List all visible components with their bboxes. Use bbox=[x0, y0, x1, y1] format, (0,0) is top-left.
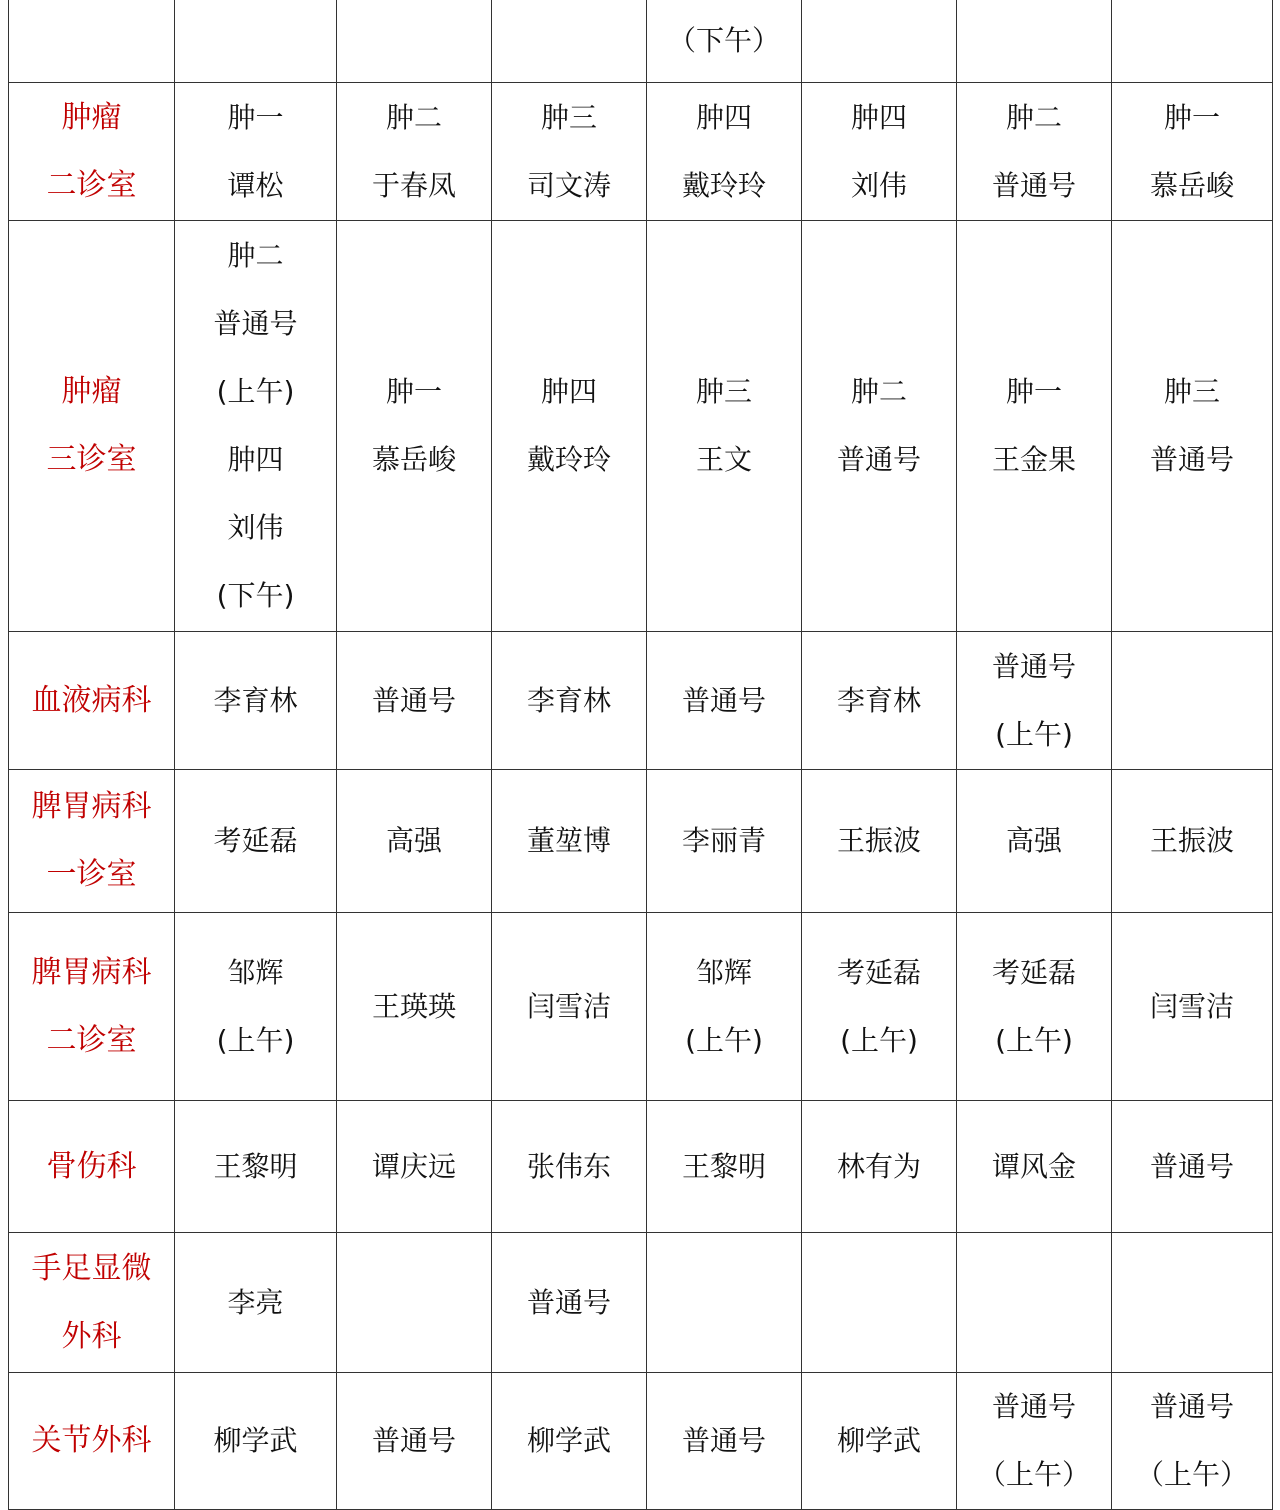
schedule-cell bbox=[957, 0, 1112, 83]
schedule-cell bbox=[1112, 1233, 1273, 1373]
schedule-cell bbox=[337, 1233, 492, 1373]
schedule-cell bbox=[802, 1233, 957, 1373]
schedule-table bbox=[8, 0, 1273, 1510]
schedule-cell bbox=[647, 221, 802, 632]
cell-line: 王文 bbox=[695, 443, 752, 476]
cell-line: 肿四 bbox=[850, 100, 907, 134]
cell-line: 肿一 bbox=[385, 375, 442, 408]
schedule-cell bbox=[957, 1101, 1112, 1233]
schedule-cell bbox=[802, 1101, 957, 1233]
schedule-cell bbox=[175, 1101, 337, 1233]
department-cell bbox=[9, 1233, 175, 1373]
cell-line: 闫雪洁 bbox=[526, 989, 611, 1023]
cell-line: 谭风金 bbox=[991, 1149, 1076, 1183]
schedule-cell bbox=[175, 83, 337, 221]
cell-line: 普通号 bbox=[526, 1285, 611, 1319]
table-row bbox=[9, 1233, 1273, 1373]
table-row bbox=[9, 83, 1273, 221]
cell-line: 肿四 bbox=[227, 443, 284, 476]
cell-line: 肿三 bbox=[540, 100, 597, 134]
schedule-cell bbox=[337, 632, 492, 770]
schedule-cell bbox=[175, 632, 337, 770]
schedule-cell bbox=[337, 770, 492, 913]
schedule-cell bbox=[957, 221, 1112, 632]
table-row bbox=[9, 1373, 1273, 1510]
schedule-cell bbox=[492, 913, 647, 1101]
schedule-cell bbox=[802, 0, 957, 83]
department-label: 三诊室 bbox=[46, 442, 137, 477]
cell-line: 董堃博 bbox=[526, 824, 611, 857]
cell-line: 于春凤 bbox=[371, 168, 456, 202]
schedule-cell bbox=[492, 632, 647, 770]
cell-line: 王振波 bbox=[1149, 824, 1234, 857]
schedule-cell bbox=[957, 1373, 1112, 1510]
schedule-cell bbox=[337, 913, 492, 1101]
cell-line: 肿二 bbox=[1005, 100, 1062, 134]
schedule-cell bbox=[802, 770, 957, 913]
cell-line: (上午) bbox=[995, 717, 1073, 751]
schedule-cell bbox=[1112, 221, 1273, 632]
cell-line: 柳学武 bbox=[836, 1424, 921, 1457]
cell-line: （下午） bbox=[667, 23, 780, 57]
cell-line: 王瑛瑛 bbox=[371, 989, 456, 1023]
cell-line: 慕岳峻 bbox=[371, 443, 456, 476]
cell-line: 高强 bbox=[1005, 824, 1062, 857]
schedule-cell bbox=[647, 1233, 802, 1373]
schedule-cell bbox=[175, 1373, 337, 1510]
schedule-cell bbox=[492, 83, 647, 221]
department-cell bbox=[9, 632, 175, 770]
cell-line: (上午) bbox=[685, 1023, 763, 1057]
cell-line: 肿一 bbox=[1163, 100, 1220, 134]
cell-line: 考延磊 bbox=[836, 955, 921, 989]
cell-line: 刘伟 bbox=[850, 168, 907, 202]
schedule-cell bbox=[647, 0, 802, 83]
cell-line: 王金果 bbox=[991, 443, 1076, 476]
cell-line: 柳学武 bbox=[213, 1424, 298, 1457]
cell-line: 肿三 bbox=[1163, 375, 1220, 408]
cell-line: (下午) bbox=[216, 579, 295, 612]
department-label: 一诊室 bbox=[46, 857, 137, 892]
schedule-cell bbox=[1112, 83, 1273, 221]
cell-line: 王黎明 bbox=[213, 1149, 298, 1183]
department-cell bbox=[9, 770, 175, 913]
cell-line: 戴玲玲 bbox=[681, 168, 766, 202]
cell-line: 谭松 bbox=[227, 168, 284, 202]
schedule-cell bbox=[957, 1233, 1112, 1373]
cell-line: 邹辉 bbox=[227, 955, 284, 989]
schedule-cell bbox=[1112, 1101, 1273, 1233]
cell-line: 普通号 bbox=[371, 683, 456, 717]
schedule-cell bbox=[802, 221, 957, 632]
cell-line: 普通号 bbox=[991, 168, 1076, 202]
schedule-cell bbox=[175, 1233, 337, 1373]
schedule-cell bbox=[802, 913, 957, 1101]
cell-line: 闫雪洁 bbox=[1149, 989, 1234, 1023]
department-cell bbox=[9, 83, 175, 221]
department-label: 脾胃病科 bbox=[31, 789, 152, 824]
schedule-cell bbox=[492, 770, 647, 913]
cell-line: 普通号 bbox=[213, 307, 298, 340]
cell-line: (上午) bbox=[216, 1023, 295, 1057]
cell-line: （上午） bbox=[1135, 1458, 1248, 1491]
cell-line: 普通号 bbox=[836, 443, 921, 476]
schedule-cell bbox=[802, 83, 957, 221]
schedule-cell bbox=[175, 770, 337, 913]
schedule-cell bbox=[1112, 770, 1273, 913]
table-row bbox=[9, 913, 1273, 1101]
cell-line: 高强 bbox=[385, 824, 442, 857]
schedule-cell bbox=[492, 1101, 647, 1233]
schedule-cell bbox=[647, 1373, 802, 1510]
schedule-cell bbox=[802, 1373, 957, 1510]
cell-line: 普通号 bbox=[1149, 1390, 1234, 1423]
schedule-cell bbox=[1112, 632, 1273, 770]
cell-line: 李育林 bbox=[213, 683, 298, 717]
schedule-cell bbox=[175, 221, 337, 632]
schedule-cell bbox=[175, 0, 337, 83]
schedule-cell bbox=[492, 221, 647, 632]
schedule-cell bbox=[647, 913, 802, 1101]
department-label: 肿瘤 bbox=[61, 374, 122, 409]
schedule-cell bbox=[337, 221, 492, 632]
schedule-cell bbox=[647, 632, 802, 770]
cell-line: (上午) bbox=[840, 1023, 918, 1057]
cell-line: 肿二 bbox=[385, 100, 442, 134]
schedule-cell bbox=[647, 770, 802, 913]
cell-line: （上午） bbox=[977, 1458, 1090, 1491]
schedule-cell bbox=[337, 1373, 492, 1510]
schedule-cell bbox=[492, 1373, 647, 1510]
table-row bbox=[9, 1101, 1273, 1233]
cell-line: 普通号 bbox=[371, 1424, 456, 1457]
schedule-cell bbox=[802, 632, 957, 770]
cell-line: 肿三 bbox=[695, 375, 752, 408]
table-row bbox=[9, 0, 1273, 83]
cell-line: 王黎明 bbox=[681, 1149, 766, 1183]
department-cell bbox=[9, 221, 175, 632]
department-label: 外科 bbox=[61, 1318, 122, 1354]
department-cell bbox=[9, 1101, 175, 1233]
cell-line: 肿四 bbox=[540, 375, 597, 408]
cell-line: 李丽青 bbox=[681, 824, 766, 857]
schedule-cell bbox=[957, 913, 1112, 1101]
cell-line: 柳学武 bbox=[526, 1424, 611, 1457]
cell-line: 林有为 bbox=[836, 1149, 921, 1183]
cell-line: 李亮 bbox=[227, 1285, 284, 1319]
cell-line: 李育林 bbox=[836, 683, 921, 717]
cell-line: 张伟东 bbox=[526, 1149, 611, 1183]
table-row bbox=[9, 632, 1273, 770]
cell-line: 肿一 bbox=[227, 100, 284, 134]
department-cell bbox=[9, 913, 175, 1101]
schedule-cell bbox=[337, 0, 492, 83]
table-row bbox=[9, 221, 1273, 632]
department-label: 肿瘤 bbox=[61, 99, 122, 135]
schedule-cell bbox=[1112, 1373, 1273, 1510]
schedule-cell bbox=[1112, 0, 1273, 83]
schedule-cell bbox=[492, 1233, 647, 1373]
schedule-cell bbox=[647, 83, 802, 221]
cell-line: 谭庆远 bbox=[371, 1149, 456, 1183]
schedule-cell bbox=[492, 0, 647, 83]
schedule-cell bbox=[957, 770, 1112, 913]
schedule-body bbox=[9, 0, 1273, 1510]
cell-line: 普通号 bbox=[991, 1390, 1076, 1423]
schedule-cell bbox=[1112, 913, 1273, 1101]
cell-line: 戴玲玲 bbox=[526, 443, 611, 476]
cell-line: 李育林 bbox=[526, 683, 611, 717]
cell-line: 司文涛 bbox=[526, 168, 611, 202]
department-label: 关节外科 bbox=[31, 1423, 152, 1458]
department-label: 血液病科 bbox=[31, 682, 152, 718]
cell-line: 肿二 bbox=[850, 375, 907, 408]
cell-line: 肿二 bbox=[227, 239, 284, 272]
department-cell bbox=[9, 1373, 175, 1510]
cell-line: 王振波 bbox=[836, 824, 921, 857]
department-label: 二诊室 bbox=[46, 1022, 137, 1058]
schedule-cell bbox=[957, 632, 1112, 770]
schedule-cell bbox=[647, 1101, 802, 1233]
cell-line: 慕岳峻 bbox=[1149, 168, 1234, 202]
cell-line: 考延磊 bbox=[213, 824, 298, 857]
cell-line: (上午) bbox=[216, 375, 295, 408]
cell-line: 邹辉 bbox=[695, 955, 752, 989]
department-label: 手足显微 bbox=[31, 1250, 152, 1286]
cell-line: 普通号 bbox=[681, 683, 766, 717]
table-row bbox=[9, 770, 1273, 913]
schedule-cell bbox=[175, 913, 337, 1101]
cell-line: 肿一 bbox=[1005, 375, 1062, 408]
schedule-cell bbox=[957, 83, 1112, 221]
cell-line: 普通号 bbox=[991, 649, 1076, 683]
department-label: 脾胃病科 bbox=[31, 954, 152, 990]
cell-line: 刘伟 bbox=[227, 511, 284, 544]
cell-line: 普通号 bbox=[1149, 443, 1234, 476]
schedule-cell bbox=[337, 1101, 492, 1233]
cell-line: 普通号 bbox=[681, 1424, 766, 1457]
cell-line: 肿四 bbox=[695, 100, 752, 134]
cell-line: 普通号 bbox=[1149, 1149, 1234, 1183]
department-cell bbox=[9, 0, 175, 83]
cell-line: (上午) bbox=[995, 1023, 1073, 1057]
schedule-cell bbox=[337, 83, 492, 221]
department-label: 二诊室 bbox=[46, 167, 137, 203]
cell-line: 考延磊 bbox=[991, 955, 1076, 989]
department-label: 骨伤科 bbox=[46, 1148, 137, 1184]
